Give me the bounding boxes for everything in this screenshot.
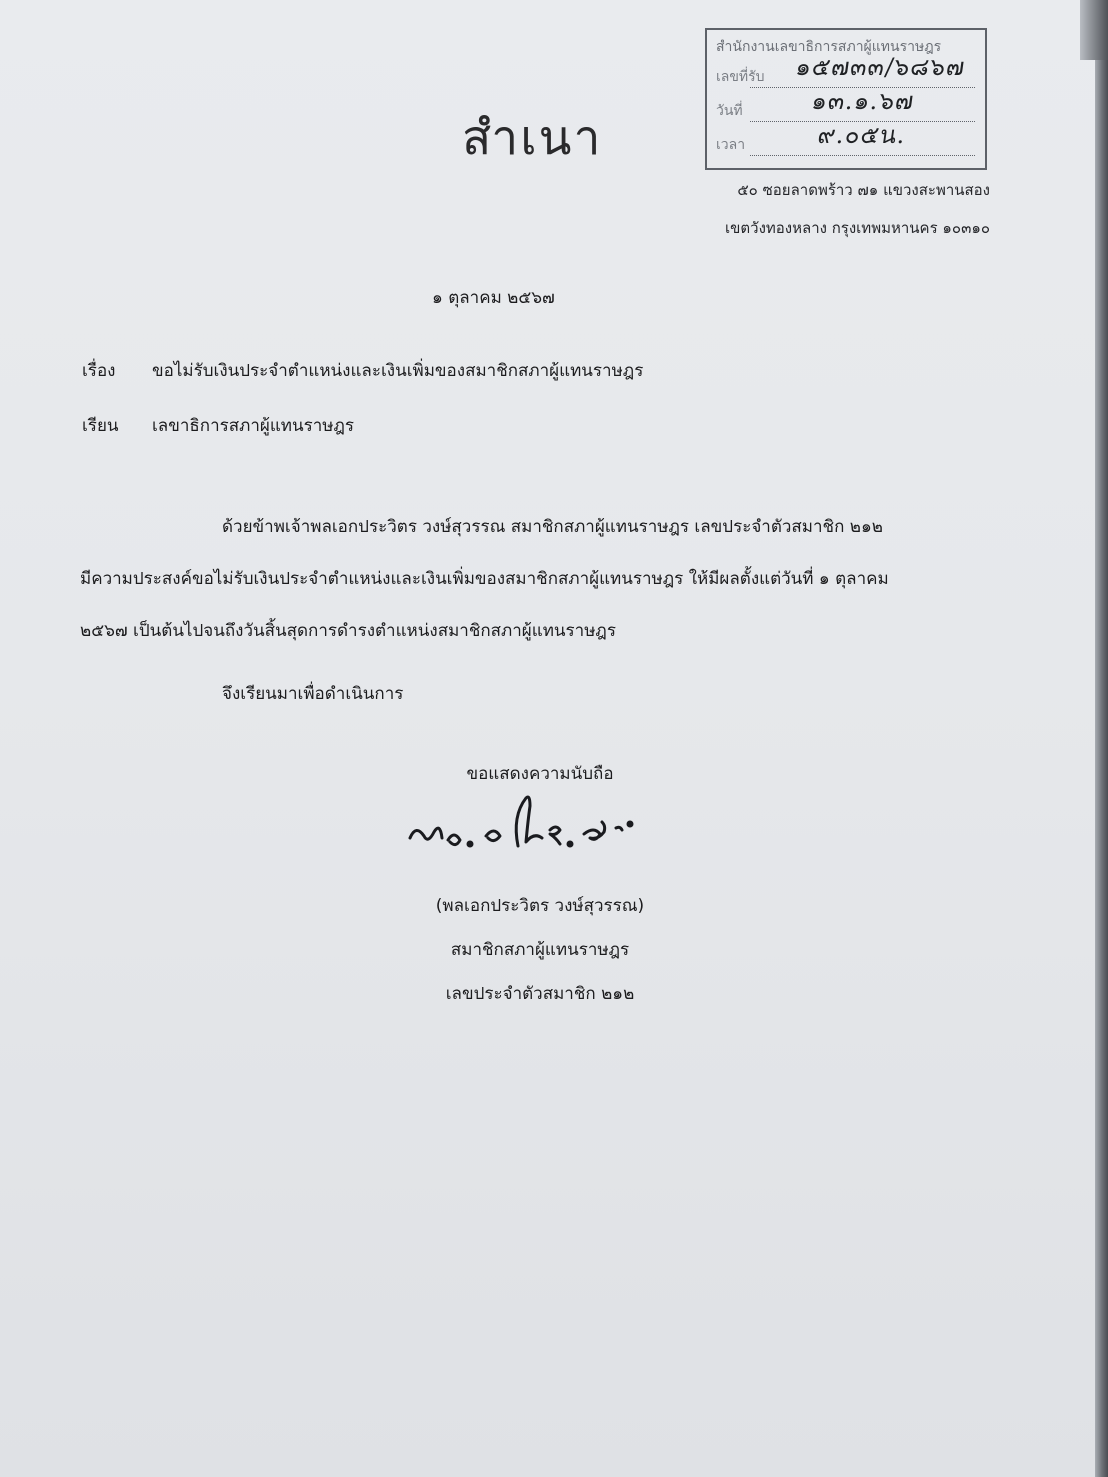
salutation: ขอแสดงความนับถือ <box>466 764 614 784</box>
subject-text: ขอไม่รับเงินประจำตำแหน่งและเงินเพิ่มของสมาชิกสภาผู้แทนราษฎร <box>152 361 644 381</box>
subject-label: เรื่อง <box>82 361 116 381</box>
signatory-position: สมาชิกสภาผู้แทนราษฎร <box>450 940 630 960</box>
body-paragraph-line-3: ๒๕๖๗ เป็นต้นไปจนถึงวันสิ้นสุดการดำรงตำแหน่งสมาชิกสภาผู้แทนราษฎร <box>80 621 616 641</box>
stamp-title: สำนักงานเลขาธิการสภาผู้แทนราษฎร <box>716 39 942 55</box>
page-edge-shadow <box>1095 0 1108 1477</box>
letter-date: ๑ ตุลาคม ๒๕๖๗ <box>432 288 555 308</box>
signatory-member-number: เลขประจำตัวสมาชิก ๒๑๒ <box>445 984 635 1004</box>
page-edge-corner <box>1080 0 1108 60</box>
body-paragraph-line-2: มีความประสงค์ขอไม่รับเงินประจำตำแหน่งและเงินเพิ่มของสมาชิกสภาผู้แทนราษฎร ให้มีผลตั้งแต่วันที่ ๑ ตุลาคม <box>80 569 889 589</box>
recipient-label: เรียน <box>82 416 119 436</box>
recipient-text: เลขาธิการสภาผู้แทนราษฎร <box>152 416 355 436</box>
sender-address-line1: ๕๐ ซอยลาดพร้าว ๗๑ แขวงสะพานสอง <box>737 181 990 199</box>
body-paragraph-line-1: ด้วยข้าพเจ้าพลเอกประวิตร วงษ์สุวรรณ สมาชิกสภาผู้แทนราษฎร เลขประจำตัวสมาชิก ๒๑๒ <box>222 517 883 537</box>
stamp-date-value: ๑๓.๑.๖๗ <box>809 87 917 115</box>
stamp-time-label: เวลา <box>716 137 746 153</box>
stamp-time-value: ๙.๐๕น. <box>815 121 908 149</box>
stamp-number-label: เลขที่รับ <box>716 69 765 85</box>
copy-mark: สำเนา <box>462 110 603 166</box>
received-stamp <box>705 28 987 170</box>
stamp-time-line <box>750 155 975 156</box>
stamp-time-row <box>716 121 975 158</box>
stamp-number-value: ๑๕๗๓๓/๖๘๖๗ <box>793 53 968 81</box>
sender-address-line2: เขตวังทองหลาง กรุงเทพมหานคร ๑๐๓๑๐ <box>725 219 990 237</box>
handwritten-signature <box>400 786 660 866</box>
signatory-name: (พลเอกประวิตร วงษ์สุวรรณ) <box>435 896 645 916</box>
stamp-date-label: วันที่ <box>716 103 743 119</box>
closing-request: จึงเรียนมาเพื่อดำเนินการ <box>222 684 404 704</box>
